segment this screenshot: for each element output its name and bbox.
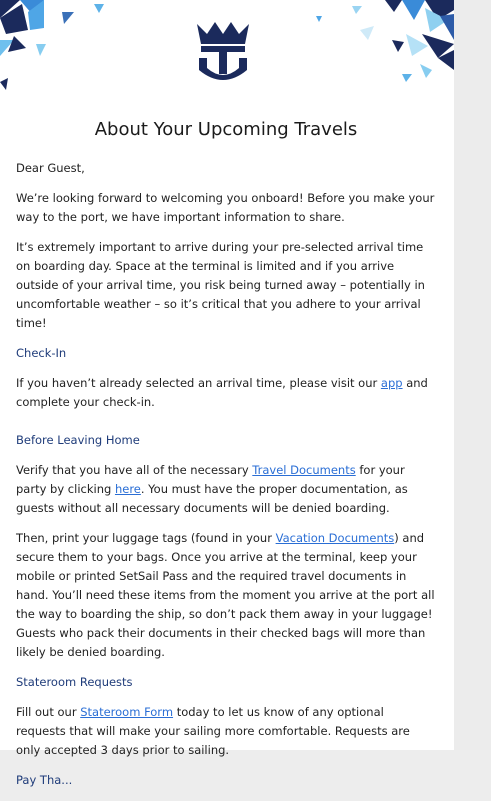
travel-documents-link[interactable]: Travel Documents [252,463,356,477]
stateroom-form-link[interactable]: Stateroom Form [80,705,174,719]
app-link[interactable]: app [380,376,403,390]
scrollbar-track[interactable] [454,0,491,750]
vacation-documents-link[interactable]: Vacation Documents [275,531,395,545]
before-leaving-home-heading: Before Leaving Home [16,433,140,447]
spacer [16,423,436,431]
checkin-heading: Check-In [16,346,67,360]
next-section-heading: Pay Tha... [16,773,73,787]
greeting: Dear Guest, [16,161,85,175]
here-link[interactable]: here [114,482,141,496]
luggage-tags-paragraph: Then, print your luggage tags (found in your Vacation Documents) and secure them to your bags. Once you arrive at the terminal, keep your mobile or printed SetSail Pass and the required travel documents in hand. You’ll need these items from the moment you arrive at the port all the way to boarding the ship, so don’t pack them away in your luggage! Guests who pack their documents in their checked bags will more than likely be denied boarding. [16,531,435,659]
page-title: About Your Upcoming Travels [94,119,358,140]
email-content [16,118,436,801]
stateroom-paragraph: Fill out our Stateroom Form today to let us know of any optional requests that will make your sailing more comfortable. Requests are only accepted 3 days prior to sailing. [16,705,410,757]
crown-anchor-logo-icon[interactable] [195,20,251,82]
intro-paragraph: We’re looking forward to welcoming you onboard! Before you make your way to the port, we have important information to share. [16,191,435,224]
travel-documents-paragraph: Verify that you have all of the necessary Travel Documents for your party by clicking here. You must have the proper documentation, as guests without all necessary documents will be denied boarding. [16,463,408,515]
arrival-paragraph: It’s extremely important to arrive during your pre-selected arrival time on boarding day. Space at the terminal is limited and if you arrive outside of your arrival time, you risk being turned away – potentially in uncomfortable weather – so it’s critical that you adhere to your arrival time! [16,240,425,330]
stateroom-requests-heading: Stateroom Requests [16,675,133,689]
checkin-paragraph: If you haven’t already selected an arrival time, please visit our app and complete your check-in. [16,376,428,409]
